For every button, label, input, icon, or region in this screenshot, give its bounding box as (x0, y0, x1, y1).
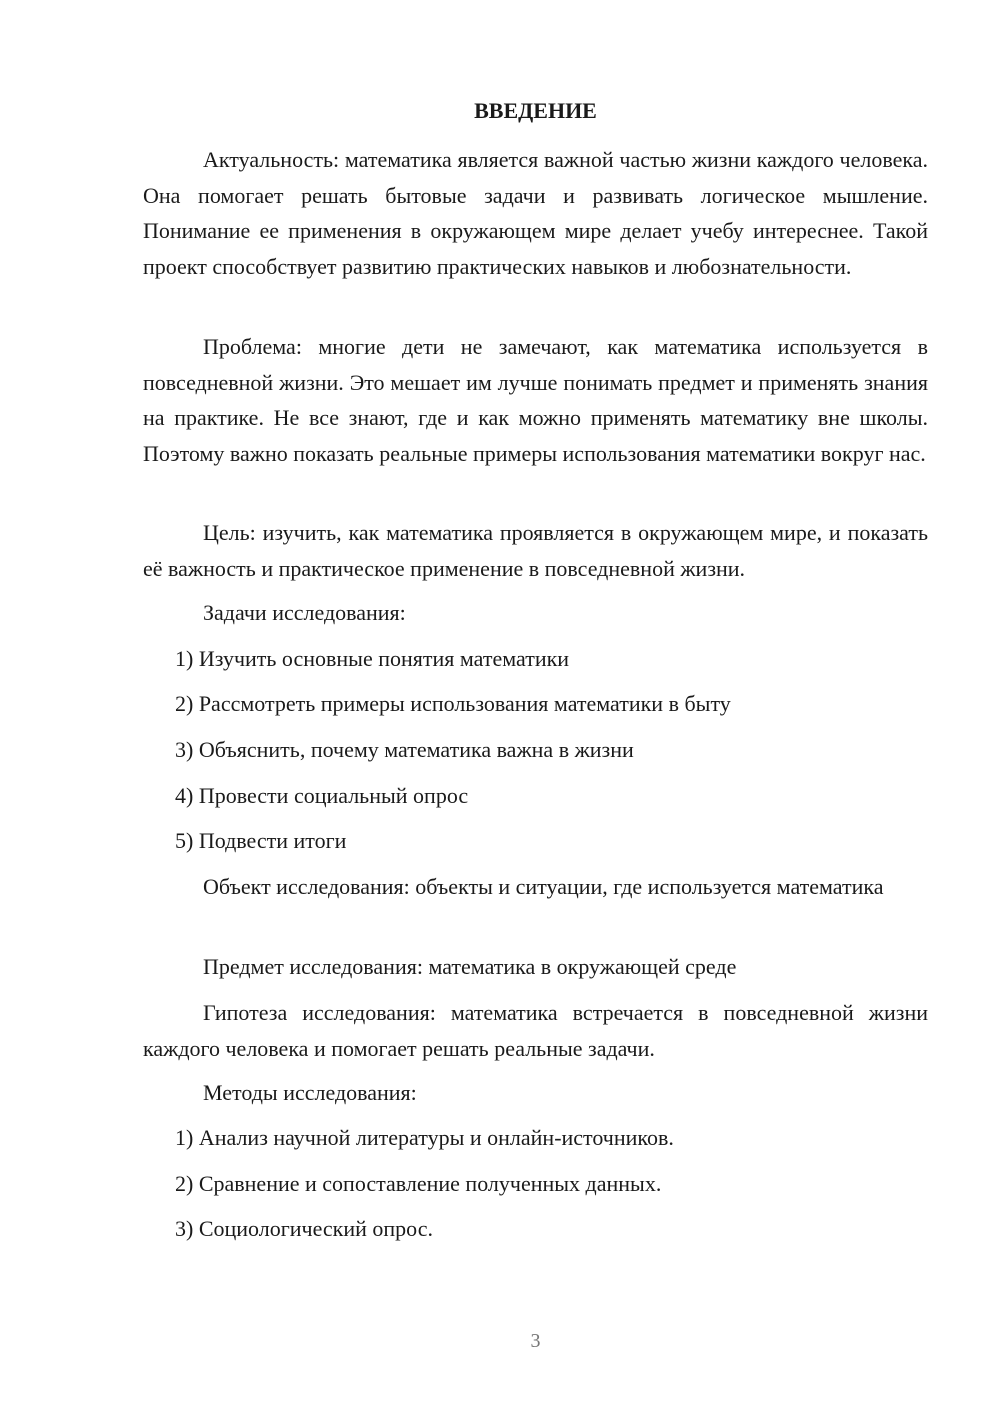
task-item: 2) Рассмотреть примеры использования математики в быту (175, 691, 731, 716)
method-item: 2) Сравнение и сопоставление полученных данных. (175, 1171, 662, 1196)
page-title: ВВЕДЕНИЕ (474, 98, 597, 123)
tasks-heading: Задачи исследования: (203, 600, 406, 625)
task-item: 5) Подвести итоги (175, 828, 347, 853)
goal-paragraph: Цель: изучить, как математика проявляется в окружающем мире, и показать её важность и практическое применение в повседневной жизни. (143, 520, 928, 581)
method-item: 3) Социологический опрос. (175, 1216, 433, 1241)
page-number: 3 (530, 1330, 541, 1352)
document-page (143, 0, 928, 1414)
method-item: 1) Анализ научной литературы и онлайн-источников. (175, 1125, 674, 1150)
problem-paragraph: Проблема: многие дети не замечают, как математика используется в повседневной жизни. Это мешает им лучше понимать предмет и применять знания на практике. Не все знают, где и как можно применять математику вне школы. Поэтому важно показать реальные примеры использования математики вокруг нас. (143, 334, 928, 466)
object-paragraph: Объект исследования: объекты и ситуации, где используется математика (203, 874, 884, 899)
subject-paragraph: Предмет исследования: математика в окружающей среде (203, 954, 737, 979)
task-item: 4) Провести социальный опрос (175, 783, 469, 808)
task-item: 1) Изучить основные понятия математики (175, 646, 570, 671)
methods-heading: Методы исследования: (203, 1080, 417, 1105)
hypothesis-paragraph: Гипотеза исследования: математика встречается в повседневной жизни каждого человека и помогает решать реальные задачи. (143, 1000, 928, 1061)
relevance-paragraph: Актуальность: математика является важной частью жизни каждого человека. Она помогает решать бытовые задачи и развивать логическое мышление. Понимание ее применения в окружающем мире делает учебу интереснее. Такой проект способствует развитию практических навыков и любознательности. (143, 147, 928, 279)
task-item: 3) Объяснить, почему математика важна в жизни (175, 737, 634, 762)
